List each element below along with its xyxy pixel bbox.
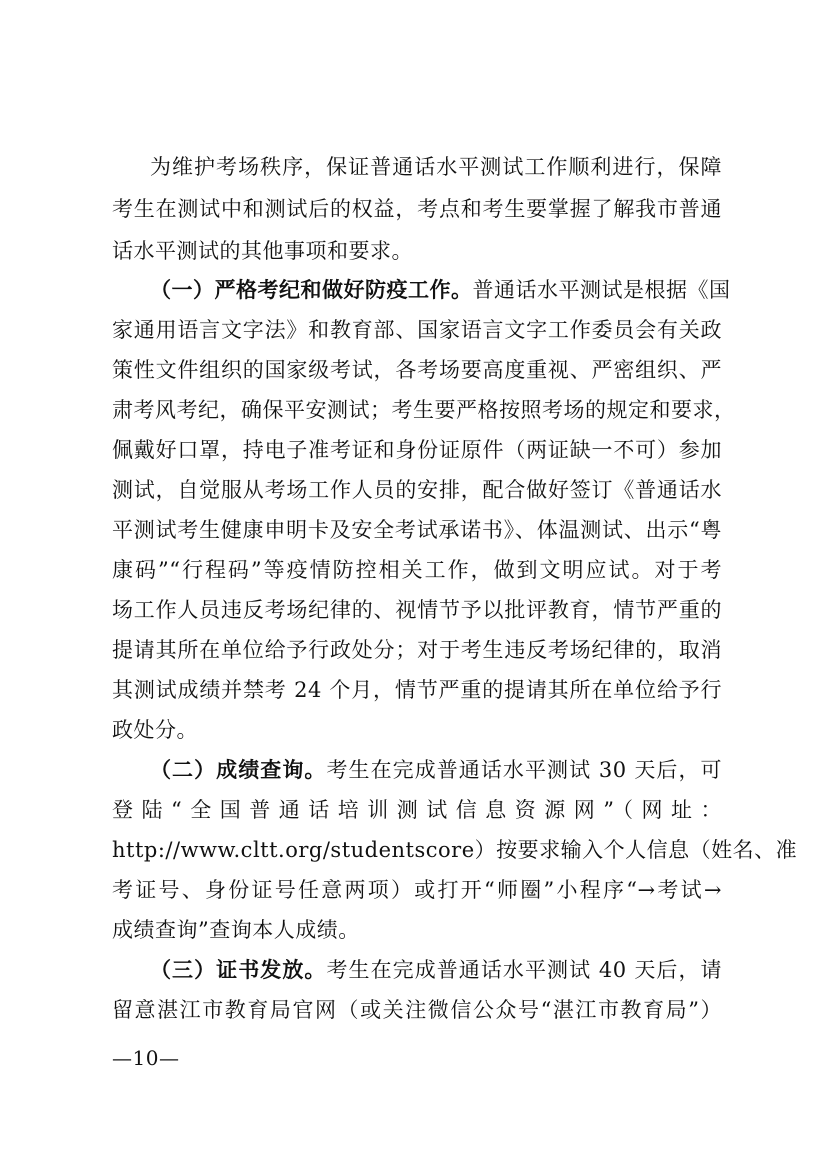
section2-line-5: 成绩查询”查询本人成绩。 <box>112 918 360 942</box>
section3-first-line-text: 考生在完成普通话水平测试 40 天后，请 <box>326 958 723 982</box>
section1-line-5: 佩戴好口罩，持电子准考证和身份证原件（两证缺一不可）参加 <box>112 438 722 462</box>
section3-heading: （三）证书发放。 <box>150 957 327 982</box>
section2-line-4: 考证号、身份证号任意两项）或打开“师圈”小程序“→考试→ <box>112 878 722 902</box>
section1-line-3: 策性文件组织的国家级考试，各考场要高度重视、严密组织、严 <box>112 358 722 382</box>
section3-line-2: 留意湛江市教育局官网（或关注微信公众号“湛江市教育局”） <box>112 998 722 1022</box>
section1-line-8: 康码”“行程码”等疫情防控相关工作，做到文明应试。对于考 <box>112 558 722 582</box>
section1-first-line <box>150 274 731 306</box>
section1-first-line-text: 普通话水平测试是根据《国 <box>472 278 731 302</box>
page-number: —10— <box>112 1046 180 1070</box>
section3-first-line <box>150 954 722 986</box>
section1-line-9: 场工作人员违反考场纪律的、视情节予以批评教育，情节严重的 <box>112 598 722 622</box>
section1-line-7: 平测试考生健康申明卡及安全考试承诺书》、体温测试、出示“粤 <box>112 518 722 542</box>
section1-line-10: 提请其所在单位给予行政处分；对于考生违反考场纪律的，取消 <box>112 638 722 662</box>
intro-line-1: 为维护考场秩序，保证普通话水平测试工作顺利进行，保障 <box>150 155 722 179</box>
section2-line-3: http://www.cltt.org/studentscore）按要求输入个人信息（姓名、准 <box>112 838 798 862</box>
section1-line-12: 政处分。 <box>112 718 198 742</box>
section2-heading: （二）成绩查询。 <box>150 757 327 782</box>
section1-heading: （一）严格考纪和做好防疫工作。 <box>150 277 473 302</box>
section1-line-6: 测试，自觉服从考场工作人员的安排，配合做好签订《普通话水 <box>112 478 722 502</box>
section2-line-2: 登陆“全国普通话培训测试信息资源网”（网址： <box>112 798 722 822</box>
intro-line-3: 话水平测试的其他事项和要求。 <box>112 239 413 263</box>
section2-first-line-text: 考生在完成普通话水平测试 30 天后，可 <box>326 758 723 782</box>
section1-line-11: 其测试成绩并禁考 24 个月，情节严重的提请其所在单位给予行 <box>112 678 722 702</box>
section1-line-2: 家通用语言文字法》和教育部、国家语言文字工作委员会有关政 <box>112 318 722 342</box>
intro-line-2: 考生在测试中和测试后的权益，考点和考生要掌握了解我市普通 <box>112 197 722 221</box>
section2-first-line <box>150 754 722 786</box>
section1-line-4: 肃考风考纪，确保平安测试；考生要严格按照考场的规定和要求， <box>112 398 736 422</box>
